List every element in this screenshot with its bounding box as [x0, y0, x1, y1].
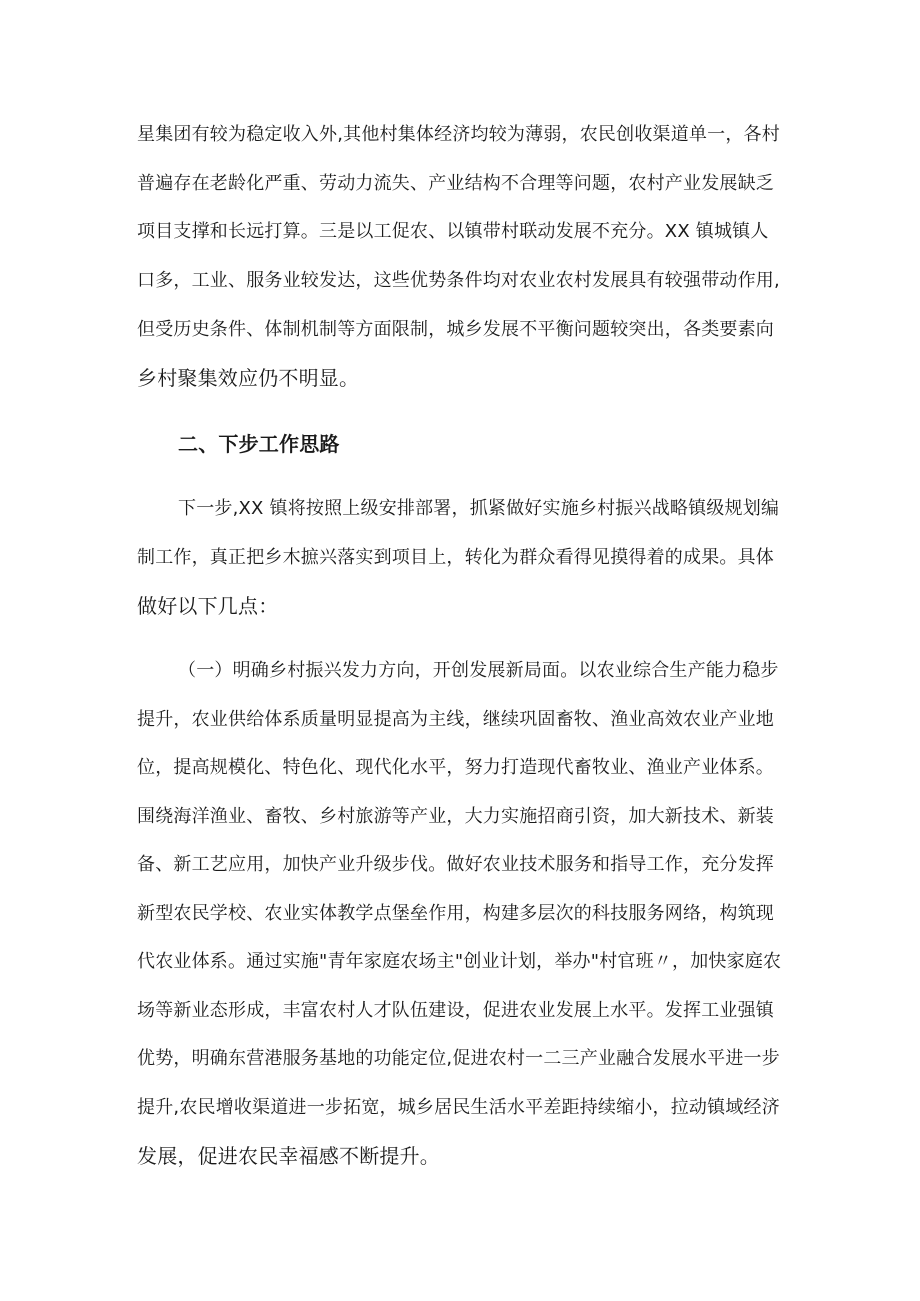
paragraph-3-line-10: 提升,农民增收渠道进一步拓宽，城乡居民生活水平差距持续缩小，拉动镇域经济 [137, 1097, 780, 1118]
paragraph-3-line-5: 备、新工艺应用，加快产业升级步伐。做好农业技术服务和指导工作，充分发挥 [137, 854, 774, 875]
paragraph-3-line-11: 发展，促进农民幸福感不断提升。 [137, 1144, 440, 1168]
paragraph-1-line-6: 乡村聚集效应仍不明显。 [137, 366, 360, 390]
paragraph-3-line-7: 代农业体系。通过实施"青年家庭农场主"创业计划，举办"村官班〃，加快家庭农 [137, 951, 782, 972]
paragraph-3-line-6: 新型农民学校、农业实体教学点堡垒作用，构建多层次的科技服务网络，构筑现 [137, 903, 774, 924]
paragraph-1-line-5: 但受历史条件、体制机制等方面限制，城乡发展不平衡问题较突出，各类要素向 [137, 319, 774, 340]
paragraph-1-line-3: 项目支撑和长远打算。三是以工促农、以镇带村联动发展不充分。XX 镇城镇人 [137, 221, 769, 242]
paragraph-3-line-1: （一）明确乡村振兴发力方向，开创发展新局面。以农业综合生产能力稳步 [178, 660, 779, 681]
section-heading: 二、下步工作思路 [178, 432, 340, 456]
paragraph-2-line-2: 制工作，真正把乡木摭兴落实到项目上，转化为群众看得见摸得着的成果。具体 [137, 547, 774, 568]
paragraph-3-line-4: 围绕海洋渔业、畜牧、乡村旅游等产业，大力实施招商引资，加大新技术、新装 [137, 806, 774, 827]
paragraph-3-line-8: 场等新业态形成，丰富农村人才队伍建设，促进农业发展上水平。发挥工业强镇 [137, 1000, 774, 1021]
paragraph-1-line-1: 星集团有较为稳定收入外,其他村集体经济均较为薄弱，农民创收渠道单一，各村 [137, 124, 780, 145]
paragraph-1-line-2: 普遍存在老龄化严重、劳动力流失、产业结构不合理等问题，农村产业发展缺乏 [137, 173, 774, 194]
paragraph-2-line-3: 做好以下几点： [137, 594, 279, 618]
paragraph-2-line-1: 下一步,XX 镇将按照上级安排部署，抓紧做好实施乡村振兴战略镇级规划编 [178, 498, 780, 519]
paragraph-3-line-9: 优势，明确东营港服务基地的功能定位,促进农村一二三产业融合发展水平进一步 [137, 1048, 780, 1069]
paragraph-1-line-4: 口多，工业、服务业较发达，这些优势条件均对农业农村发展具有较强带动作用, [137, 270, 780, 291]
paragraph-3-line-3: 位，提高规模化、特色化、现代化水平，努力打造现代畜牧业、渔业产业体系。 [137, 757, 774, 778]
paragraph-3-line-2: 提升，农业供给体系质量明显提高为主线，继续巩固畜牧、渔业高效农业产业地 [137, 709, 774, 730]
